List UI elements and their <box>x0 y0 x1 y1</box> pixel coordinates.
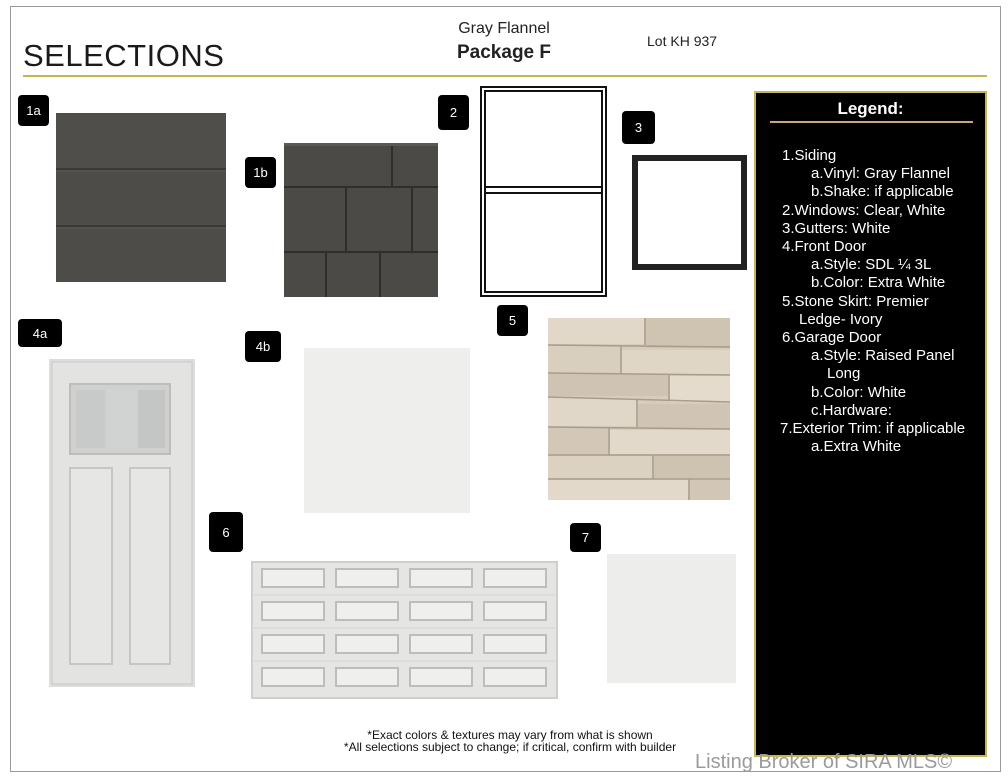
shake-siding-swatch <box>284 143 438 297</box>
page-title: SELECTIONS <box>23 38 225 73</box>
legend-marker: a. <box>811 165 824 183</box>
legend-divider <box>770 121 973 123</box>
garage-door-panel <box>262 602 324 620</box>
legend-marker: 2. <box>782 201 795 219</box>
package-name: Package F <box>457 42 551 63</box>
legend-line <box>799 311 882 329</box>
disclaimer-note-1: *Exact colors & textures may vary from what is shown <box>367 728 653 742</box>
legend-text: Style: SDL ¼ 3L <box>823 256 932 274</box>
front-door-swatch <box>46 356 198 690</box>
legend-line <box>811 256 931 274</box>
garage-door-panel <box>336 569 398 587</box>
legend-line <box>782 238 866 256</box>
tag-4b: 4b <box>245 331 281 362</box>
legend-marker: 7. <box>780 420 793 437</box>
exterior-trim-swatch <box>607 554 736 683</box>
garage-door-panel <box>410 668 472 686</box>
legend-marker: a. <box>811 256 824 274</box>
legend-text: Long <box>827 365 861 383</box>
legend-line <box>811 402 892 420</box>
legend-text: Garage Door <box>794 329 882 346</box>
window-swatch <box>480 86 607 297</box>
legend-text: Color: Extra White <box>823 274 946 292</box>
legend-line <box>811 165 950 183</box>
legend-line <box>811 384 906 402</box>
legend-text: Windows: Clear, White <box>794 201 946 219</box>
legend-text: Style: Raised Panel <box>823 347 955 365</box>
legend-line <box>811 183 954 201</box>
legend-marker: 4. <box>782 238 795 255</box>
garage-door-panel <box>262 668 324 686</box>
tag-5: 5 <box>497 305 528 336</box>
legend-line <box>780 420 965 438</box>
tag-2: 2 <box>438 95 469 130</box>
lot-number: Lot KH 937 <box>647 33 718 49</box>
tag-1a: 1a <box>18 95 49 126</box>
garage-door-panel <box>410 635 472 653</box>
mls-watermark: Listing Broker of SIRA MLS© <box>695 751 953 773</box>
legend-marker: b. <box>811 383 824 401</box>
legend-line <box>782 202 945 220</box>
legend-marker: 1. <box>782 147 795 164</box>
legend-text: Gutters: White <box>794 219 891 237</box>
garage-door-panel <box>484 668 546 686</box>
legend-marker: 6. <box>782 329 795 346</box>
legend-line <box>811 347 954 365</box>
legend-line <box>811 274 945 292</box>
legend-text: Vinyl: Gray Flannel <box>823 165 950 183</box>
tag-3: 3 <box>622 111 655 144</box>
legend-text: Ledge- Ivory <box>799 310 883 328</box>
garage-door-panel <box>336 602 398 620</box>
legend-title: Legend: <box>837 99 904 118</box>
garage-door-panel <box>410 602 472 620</box>
garage-door-panel <box>336 635 398 653</box>
tag-4a: 4a <box>18 319 62 347</box>
stone-skirt-swatch <box>548 318 730 500</box>
legend-marker: a. <box>811 347 824 365</box>
door-color-swatch <box>304 348 470 513</box>
header-divider <box>23 75 987 77</box>
garage-door-panel <box>336 668 398 686</box>
garage-door-panel <box>410 569 472 587</box>
legend-text: Hardware: <box>822 401 892 419</box>
tag-7: 7 <box>570 523 601 552</box>
legend-text: Shake: if applicable <box>823 183 954 201</box>
disclaimer-note-2: *All selections subject to change; if critical, confirm with builder <box>343 740 677 754</box>
legend-marker: b. <box>811 183 824 201</box>
legend-text: Color: White <box>823 383 907 401</box>
legend-marker: c. <box>811 401 823 419</box>
legend-line <box>782 147 836 165</box>
tag-6: 6 <box>209 512 243 552</box>
legend-marker: a. <box>811 438 824 456</box>
garage-door-swatch <box>250 560 559 700</box>
legend-line <box>811 438 901 456</box>
garage-door-panel <box>262 569 324 587</box>
legend-marker: 3. <box>782 219 795 237</box>
legend-text: Front Door <box>794 238 867 255</box>
legend-line <box>782 329 881 347</box>
vinyl-siding-swatch <box>56 113 226 282</box>
garage-door-panel <box>262 635 324 653</box>
legend-marker: b. <box>811 274 824 292</box>
tag-1b: 1b <box>245 157 276 188</box>
legend-panel <box>754 91 987 757</box>
legend-line <box>782 293 929 311</box>
gutter-swatch <box>632 155 747 270</box>
color-name: Gray Flannel <box>458 20 550 37</box>
legend-text: Extra White <box>823 438 902 456</box>
legend-text: Siding <box>794 147 837 164</box>
legend-line <box>827 365 860 383</box>
legend-line <box>782 220 890 238</box>
legend-marker: 5. <box>782 292 795 310</box>
legend-text: Stone Skirt: Premier <box>794 292 929 310</box>
garage-door-panel <box>484 602 546 620</box>
garage-door-panel <box>484 569 546 587</box>
garage-door-panel <box>484 635 546 653</box>
legend-text: Exterior Trim: if applicable <box>792 420 966 437</box>
